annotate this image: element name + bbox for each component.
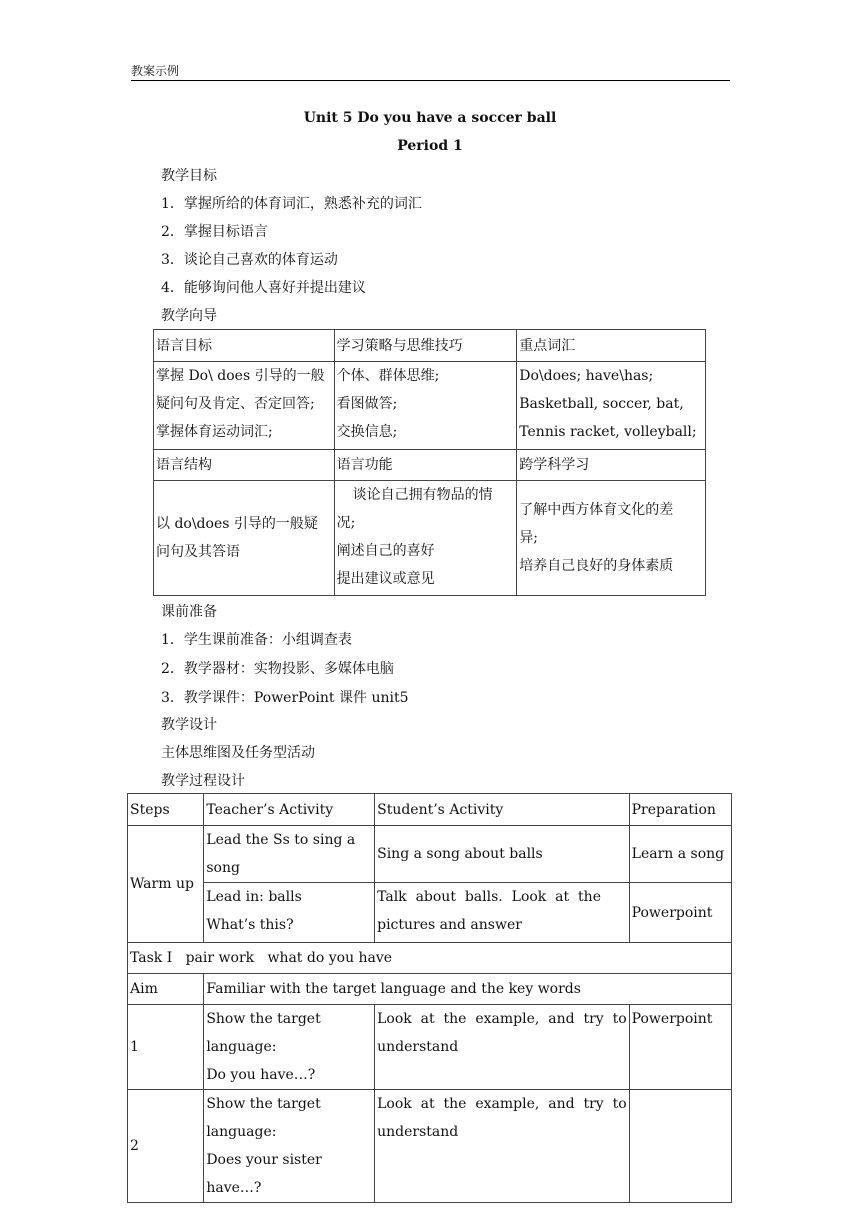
table-row xyxy=(128,1090,732,1203)
prep-item: 2．教学器材：实物投影、多媒体电脑 xyxy=(161,661,394,677)
table-cell: Familiar with the target language and the key words xyxy=(204,974,732,1005)
table-cell xyxy=(154,481,335,596)
table-row xyxy=(128,1005,732,1090)
cell-line: understand xyxy=(377,1039,459,1055)
table-cell: Powerpoint xyxy=(629,883,731,943)
table-cell: Lead the Ss to sing a song xyxy=(204,826,375,883)
design-heading: 教学设计 xyxy=(161,717,217,733)
cell-line: Tennis racket, volleyball; xyxy=(519,424,697,440)
table-header-row xyxy=(154,450,706,481)
cell-line: Does your sister have…? xyxy=(206,1152,322,1196)
cell-line: Show the target language: xyxy=(206,1011,321,1055)
cell-line: 谈论自己拥有物品的情 xyxy=(352,487,493,503)
table-cell xyxy=(375,1090,630,1203)
design-subheading: 主体思维图及任务型活动 xyxy=(161,745,315,761)
prep-item: 1．学生课前准备：小组调查表 xyxy=(161,632,352,648)
table-header-cell: Teacher’s Activity xyxy=(204,794,375,826)
table-cell xyxy=(204,883,375,943)
cell-line: Show the target language: xyxy=(206,1096,321,1140)
table-cell xyxy=(629,1090,731,1203)
prep-item: 3．教学课件：PowerPoint 课件 unit5 xyxy=(161,690,409,706)
cell-line: What’s this? xyxy=(206,917,294,933)
table-header-row xyxy=(154,330,706,362)
table-header-cell: 语言功能 xyxy=(334,450,517,481)
table-cell xyxy=(334,481,517,596)
document-title: Unit 5 Do you have a soccer ball xyxy=(303,110,557,126)
cell-line: Lead in: balls xyxy=(206,889,302,905)
objective-item: 1．掌握所给的体育词汇，熟悉补充的词汇 xyxy=(161,196,422,212)
cell-line: 交换信息; xyxy=(336,424,398,440)
cell-line: 了解中西方体育文化的差 xyxy=(519,502,674,518)
cell-line: Do you have…? xyxy=(206,1067,316,1083)
cell-line: Basketball, soccer, bat, xyxy=(519,396,684,412)
cell-line: 阐述自己的喜好 xyxy=(336,543,435,559)
cell-line: Do\does; have\has; xyxy=(519,368,654,384)
objective-item: 2．掌握目标语言 xyxy=(161,224,268,240)
table-header-cell: Preparation xyxy=(629,794,731,826)
table-row xyxy=(128,883,732,943)
table-header-cell: 跨学科学习 xyxy=(517,450,706,481)
table-header-cell: 学习策略与思维技巧 xyxy=(334,330,517,362)
cell-line: 异; xyxy=(519,530,538,546)
table-cell xyxy=(517,362,706,450)
cell-line: 培养自己良好的身体素质 xyxy=(519,558,674,574)
table-header-cell: 重点词汇 xyxy=(517,330,706,362)
cell-line: understand xyxy=(377,1124,459,1140)
objective-item: 3．谈论自己喜欢的体育运动 xyxy=(161,252,338,268)
table-cell: Sing a song about balls xyxy=(375,826,630,883)
cell-line: Look at the example, and try to xyxy=(377,1096,627,1112)
table-header-cell: Steps xyxy=(128,794,204,826)
cell-line: 个体、群体思维; xyxy=(336,368,440,384)
table-header-cell: Student’s Activity xyxy=(375,794,630,826)
table-cell xyxy=(334,362,517,450)
cell-line: 掌握 Do\ does 引导的一般 xyxy=(156,368,325,384)
cell-line: 疑问句及肯定、否定回答; xyxy=(156,396,315,412)
cell-line: 以 do\does 引导的一般疑 xyxy=(156,516,318,532)
table-cell: Learn a song xyxy=(629,826,731,883)
table-cell xyxy=(204,1090,375,1203)
cell-line: Look at the example, and try to xyxy=(377,1011,627,1027)
cell-line: 提出建议或意见 xyxy=(336,571,435,587)
cell-line: 况; xyxy=(336,515,356,531)
table-header-row xyxy=(128,794,732,826)
teaching-process-table xyxy=(127,793,732,1203)
task-title-cell: Task I pair work what do you have xyxy=(128,943,732,974)
table-cell xyxy=(204,1005,375,1090)
table-row xyxy=(154,362,706,450)
table-cell xyxy=(375,883,630,943)
cell-line: pictures and answer xyxy=(377,917,522,933)
teaching-guide-table xyxy=(153,329,706,596)
table-cell: Aim xyxy=(128,974,204,1005)
table-cell xyxy=(375,1005,630,1090)
table-cell xyxy=(517,481,706,596)
page-header xyxy=(131,62,730,81)
guide-heading: 教学向导 xyxy=(161,308,217,324)
cell-line: 看图做答; xyxy=(336,396,398,412)
table-cell: Powerpoint xyxy=(629,1005,731,1090)
cell-line: 掌握体育运动词汇; xyxy=(156,424,273,440)
period-title: Period 1 xyxy=(397,138,463,154)
table-row xyxy=(128,826,732,883)
table-header-cell: 语言目标 xyxy=(154,330,335,362)
step-cell: 1 xyxy=(128,1005,204,1090)
prep-heading: 课前准备 xyxy=(161,604,217,620)
table-row xyxy=(154,481,706,596)
table-row xyxy=(128,974,732,1005)
table-row xyxy=(128,943,732,974)
table-cell xyxy=(154,362,335,450)
process-heading: 教学过程设计 xyxy=(161,773,245,789)
header-label: 教案示例 xyxy=(131,64,180,78)
cell-line: Talk about balls. Look at the xyxy=(377,889,601,905)
cell-line: 问句及其答语 xyxy=(156,544,240,560)
objectives-heading: 教学目标 xyxy=(161,168,217,184)
table-header-cell: 语言结构 xyxy=(154,450,335,481)
objective-item: 4．能够询问他人喜好并提出建议 xyxy=(161,280,366,296)
step-cell: Warm up xyxy=(128,826,204,943)
step-cell: 2 xyxy=(128,1090,204,1203)
